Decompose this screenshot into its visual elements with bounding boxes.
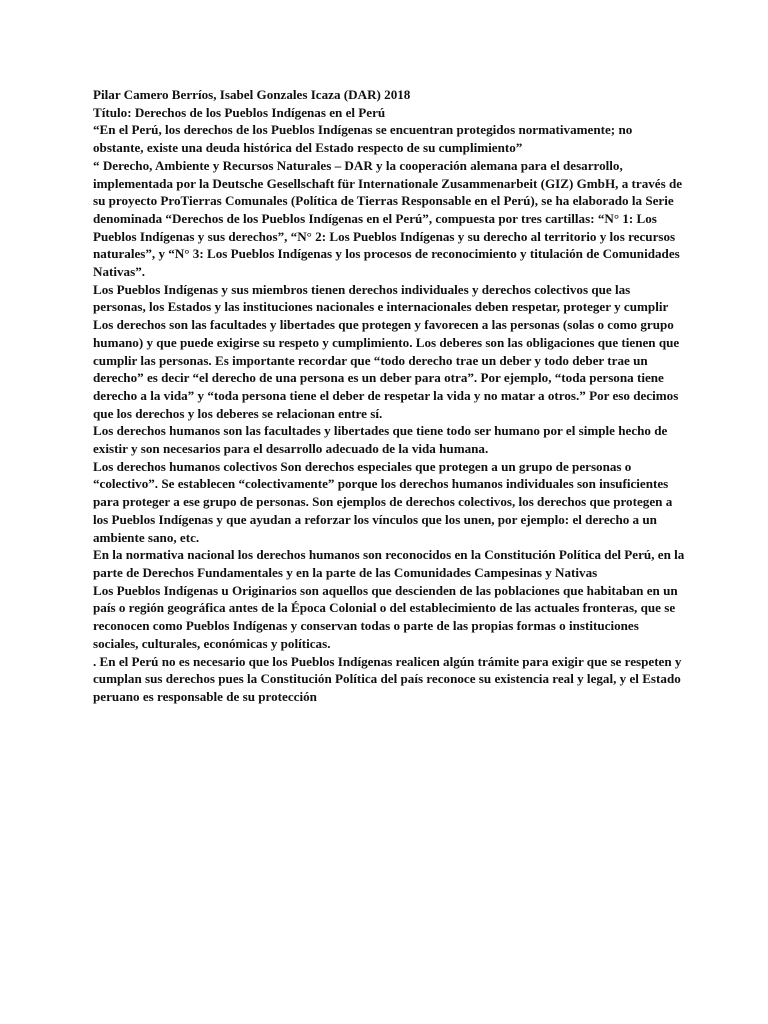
paragraph: Los Pueblos Indígenas y sus miembros tienen derechos individuales y derechos colectivos que las personas, los Estados y las instituciones nacionales e internacionales deben respetar, proteger y cumplir [93, 281, 669, 315]
paragraph: “ Derecho, Ambiente y Recursos Naturales – DAR y la cooperación alemana para el desarrollo, implementada por la Deutsche Gesellschaft für Internationale Zusammenarbeit (GIZ) GmbH, a través de su proyecto ProTierras Comunales (Política de Tierras Responsable en el Perú), se ha elaborado la Serie denominada “Derechos de los Pueblos Indígenas en el Perú”, compuesta por tres cartillas: “N° 1: Los Pueblos Indígenas y sus derechos”, “N° 2: Los Pueblos Indígenas y su derecho al territorio y los recursos naturales”, y “N° 3: Los Pueblos Indígenas y los procesos de reconocimiento y titulación de Comunidades Nativas”. [93, 157, 683, 280]
paragraph: Los derechos son las facultades y libertades que protegen y favorecen a las personas (solas o como grupo humano) y que puede exigirse su respeto y cumplimiento. Los deberes son las obligaciones que tienen que cumplir las personas. Es importante recordar que “todo derecho trae un deber y todo deber trae un derecho” es decir “el derecho de una persona es un deber para otra”. Por ejemplo, “toda persona tiene derecho a la vida” y “toda persona tiene el deber de respetar la vida y no matar a otros.” Por eso decimos que los derechos y los deberes se relacionan entre sí. [93, 317, 680, 421]
paragraph: “En el Perú, los derechos de los Pueblos Indígenas se encuentran protegidos normativamente; no obstante, existe una deuda histórica del Estado respecto de su cumplimiento” [93, 122, 633, 156]
paragraph: . En el Perú no es necesario que los Pueblos Indígenas realicen algún trámite para exigir que se respeten y cumplan sus derechos pues la Constitución Política del país reconoce su existencia real y legal, y el Estado peruano es responsable de su protección [93, 653, 682, 704]
author-line: Pilar Camero Berríos, Isabel Gonzales Icaza (DAR) 2018 [93, 87, 411, 102]
paragraph: En la normativa nacional los derechos humanos son reconocidos en la Constitución Política del Perú, en la parte de Derechos Fundamentales y en la parte de las Comunidades Campesinas y Nativas [93, 547, 685, 580]
paragraph: Los derechos humanos colectivos Son derechos especiales que protegen a un grupo de personas o “colectivo”. Se establecen “colectivamente” porque los derechos humanos individuales son insuficientes para proteger a ese grupo de personas. Son ejemplos de derechos colectivos, los derechos que protegen a los Pueblos Indígenas y que ayudan a reforzar los vínculos que los unen, por ejemplo: el derecho a un ambiente sano, etc. [93, 458, 673, 545]
paragraph: Los Pueblos Indígenas u Originarios son aquellos que descienden de las poblaciones que habitaban en un país o región geográfica antes de la Época Colonial o del establecimiento de las actuales fronteras, que se reconocen como Pueblos Indígenas y conservan todas o parte de las propias formas o instituciones sociales, culturales, económicas y políticas. [93, 582, 678, 651]
paragraph: Los derechos humanos son las facultades y libertades que tiene todo ser humano por el simple hecho de existir y son necesarios para el desarrollo adecuado de la vida humana. [93, 423, 668, 457]
document-text [93, 86, 685, 706]
title-line: Título: Derechos de los Pueblos Indígenas en el Perú [93, 104, 386, 120]
